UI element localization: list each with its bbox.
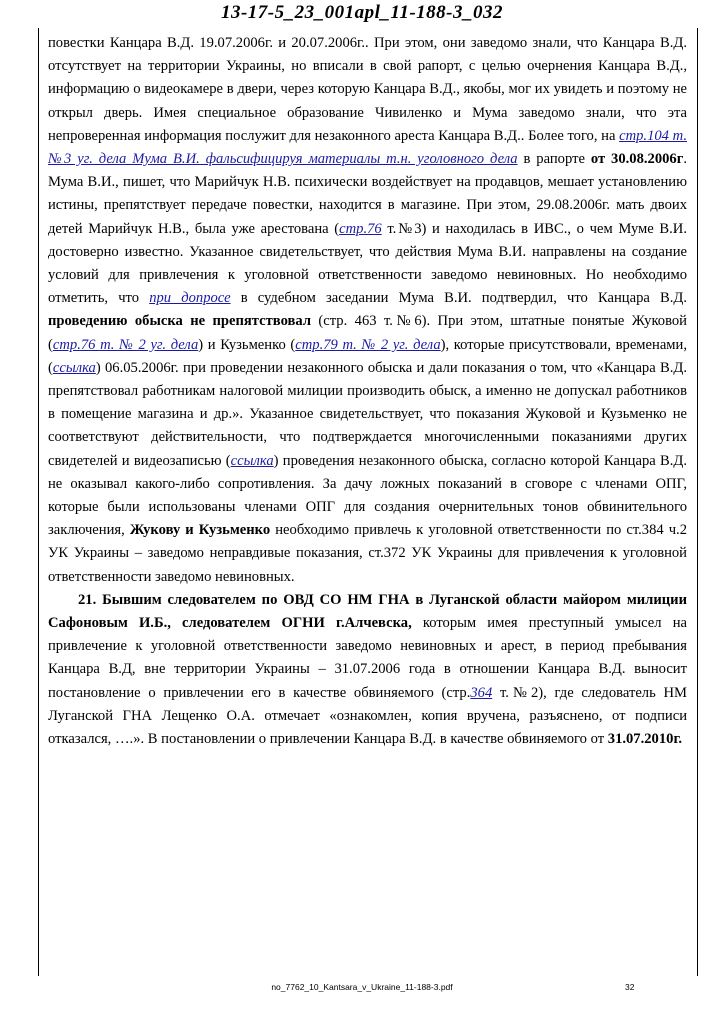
- text-run: т.№3) и находилась в ИВС., о чем Муме В.И. достоверно известно. Указанное свидетельствует, что действия Мума В.И. направлены на создание условий для привлечения к уголовной ответственности заведомо невиновных. Но необходимо отметить, что: [48, 220, 687, 307]
- text-run: необходимо привлечь к уголовной ответственности по ст.384 ч.2 УК Украины – заведомо неправдивые показания, ст.372 УК Украины для привлечения к уголовной ответственности заведомо невиновных.: [48, 522, 687, 585]
- link-page-104-vol3[interactable]: стр.104 т.№3 уг. дела Мума В.И. фальсифицируя материалы т.н. уголовного дела: [48, 127, 687, 168]
- link-page-76[interactable]: стр.76: [339, 220, 382, 237]
- document-body: [48, 32, 687, 974]
- text-run: . Мума В.И., пишет, что Марийчук Н.В. психически воздействует на продавцов, мешает установлению истины, препятствует передаче повестки, находится в магазине. При этом, 29.08.2006г. мать двоих детей Марийчук Н.В., была уже арестована (: [48, 151, 687, 237]
- text-run: повестки Канцара В.Д. 19.07.2006г. и 20.07.2006г.. При этом, они заведомо знали, что Канцара В.Д. отсутствует на территории Украины, но вписали в свой рапорт, с целью очернения Канцара В.Д., информацию о видеокамере в двери, через которую Канцара В.Д., якобы, мог их увидеть и поэтому не открыл дверь. Имея специальное образование Чивиленко и Мума заведомо знали, что эта непроверенная информация послужит для незаконного ареста Канцара В.Д.. Более того, на: [48, 35, 687, 144]
- bold-names: Жукову и Кузьменко: [129, 522, 271, 539]
- text-run: в судебном заседании Мума В.И. подтвердил, что Канцара В.Д.: [230, 290, 687, 307]
- bold-date: от 30.08.2006г: [590, 151, 684, 168]
- text-run: ) и Кузьменко (: [198, 336, 296, 353]
- paragraph-21: [48, 589, 687, 751]
- bold-statement: проведению обыска не препятствовал: [48, 313, 312, 330]
- footer-page-number: 32: [625, 982, 635, 992]
- paragraph-continuation: [48, 32, 687, 589]
- link-reference-1[interactable]: ссылка: [52, 359, 96, 376]
- text-run: ) проведения незаконного обыска, согласно которой Канцара В.Д. не оказывал какого-либо сопротивления. За дачу ложных показаний в сговоре с членами ОПГ, которые были использованы членами ОПГ для создания очернительных тонов обвинительного заключения,: [48, 452, 687, 539]
- footer-filename: no_7762_10_Kantsara_v_Ukraine_11-188-3.pdf: [271, 982, 453, 992]
- right-margin-line: [697, 28, 698, 976]
- text-run: в рапорте: [517, 151, 591, 168]
- left-margin-line: [38, 28, 39, 976]
- document-header-title: 13-17-5_23_001apl_11-188-3_032: [220, 2, 504, 23]
- bold-date-2010: 31.07.2010г.: [607, 731, 683, 748]
- link-interrogation[interactable]: при допросе: [149, 290, 231, 307]
- link-page-364[interactable]: 364: [470, 684, 493, 701]
- link-page-76-vol2[interactable]: стр.76 т. № 2 уг. дела: [52, 336, 199, 353]
- link-reference-2[interactable]: ссылка: [230, 452, 274, 469]
- link-page-79-vol2[interactable]: стр.79 т. № 2 уг. дела: [295, 336, 441, 353]
- text-run: ) 06.05.2006г. при проведении незаконного обыска и дали показания о том, что «Канцара В.Д. препятствовал работникам налоговой милиции производить обыск, а именно не допускал работников в помещение магазина и др.». Указанное свидетельствует, что показания Жуковой и Кузьменко не соответствуют действительности, что подтверждается многочисленными показаниями других свидетелей и видеозаписью (: [48, 359, 687, 469]
- text-run: т.№2), где следователь НМ Луганской ГНА Лещенко О.А. отмечает «ознакомлен, копия вручена, разъяснено, от подписи отказался, ….». В постановлении о привлечении Канцара В.Д. в качестве обвиняемого от: [48, 684, 687, 748]
- text-run: ), которые присутствовали, временами, (: [48, 336, 687, 376]
- text-run: (стр. 463 т.№6). При этом, штатные понятые Жуковой (: [48, 313, 687, 353]
- text-run: которым имея преступный умысел на привлечение к уголовной ответственности заведомо невиновных и арест, в период пребывания Канцара В.Д, вне территории Украины – 31.07.2006 года в отношении Канцара В.Д. выносит постановление о привлечении его в качестве обвиняемого (стр.: [48, 615, 687, 701]
- bold-investigators: 21. Бывшим следователем по ОВД СО НМ ГНА в Луганской области майором милиции Сафоновым И.Б., следователем ОГНИ г.Алчевска,: [48, 591, 687, 632]
